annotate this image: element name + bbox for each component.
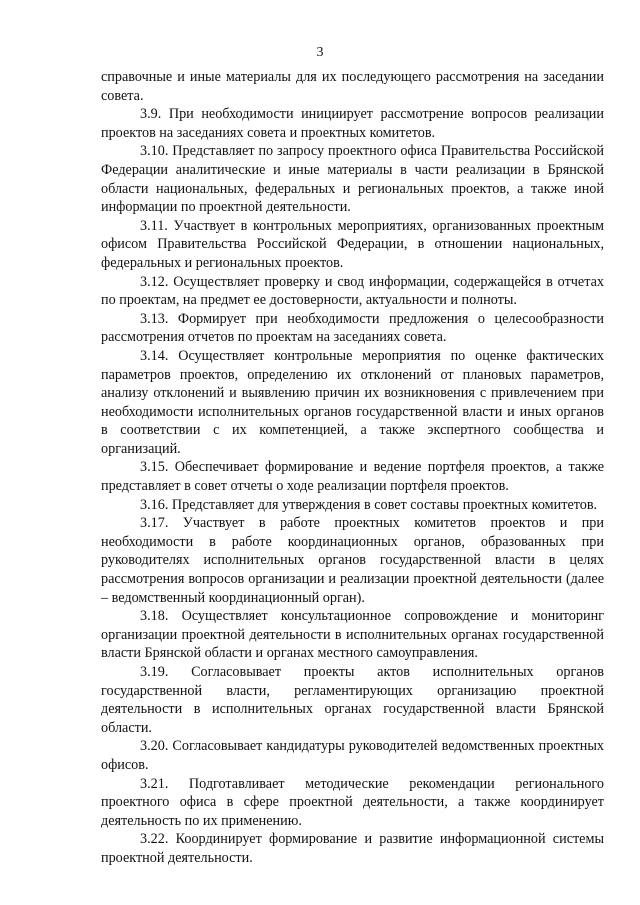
paragraph-3-17: 3.17. Участвует в работе проектных комитетов проектов и при необходимости в работе координационных органов, образованных при руководителях исполнительных органов государственной власти в целях рассмотрения вопросов организации и реализации проектной деятельности (далее – ведомственный координационный орган).	[101, 515, 604, 606]
paragraph-3-20: 3.20. Согласовывает кандидатуры руководителей ведомственных проектных офисов.	[101, 738, 604, 773]
paragraph-3-15: 3.15. Обеспечивает формирование и ведение портфеля проектов, а также представляет в совет отчеты о ходе реализации портфеля проектов.	[101, 459, 604, 495]
paragraph-3-9: 3.9. При необходимости инициирует рассмотрение вопросов реализации проектов на заседаниях совета и проектных комитетов.	[101, 106, 604, 141]
paragraph-3-21: 3.21. Подготавливает методические рекомендации регионального проектного офиса в сфере проектной деятельности, а также координирует деятельность по их применению.	[101, 775, 604, 829]
paragraph-3-16: 3.16. Представляет для утверждения в совет составы проектных комитетов.	[140, 496, 598, 513]
paragraph-3-19: 3.19. Согласовывает проекты актов исполнительных органов государственной власти, регламентирующих организацию проектной деятельности в исполнительных органах государственной власти Брянской области.	[101, 664, 604, 736]
page-number: 3	[316, 45, 324, 60]
paragraph-3-22: 3.22. Координирует формирование и развитие информационной системы проектной деятельности.	[101, 831, 604, 866]
paragraph-continuation: справочные и иные материалы для их последующего рассмотрения на заседании совета.	[101, 69, 604, 104]
paragraph-3-14: 3.14. Осуществляет контрольные мероприятия по оценке фактических параметров проектов, определению их отклонений от плановых параметров, анализу отклонений и выявлению причин их возникновения с привлечением при необходимости исполнительных органов государственной власти и иных органов в соответствии с их компетенцией, а также экспертного сообщества и организаций.	[101, 347, 604, 457]
paragraph-3-11: 3.11. Участвует в контрольных мероприятиях, организованных проектным офисом Правительства Российской Федерации, в отношении национальных, федеральных и региональных проектов.	[101, 217, 604, 271]
paragraph-3-10: 3.10. Представляет по запросу проектного офиса Правительства Российской Федерации аналитические и иные материалы в части реализации в Брянской области национальных, федеральных и региональных проектов, а также иной информации по проектной деятельности.	[101, 143, 604, 216]
paragraph-3-12: 3.12. Осуществляет проверку и свод информации, содержащейся в отчетах по проектам, на предмет ее достоверности, актуальности и полноты.	[101, 273, 604, 309]
document-body	[101, 68, 604, 868]
paragraph-3-13: 3.13. Формирует при необходимости предложения о целесообразности рассмотрения отчетов по проектам на заседаниях совета.	[101, 310, 604, 346]
paragraph-3-18: 3.18. Осуществляет консультационное сопровождение и мониторинг организации проектной деятельности в исполнительных органах государственной власти Брянской области и органах местного самоуправления.	[101, 608, 604, 662]
